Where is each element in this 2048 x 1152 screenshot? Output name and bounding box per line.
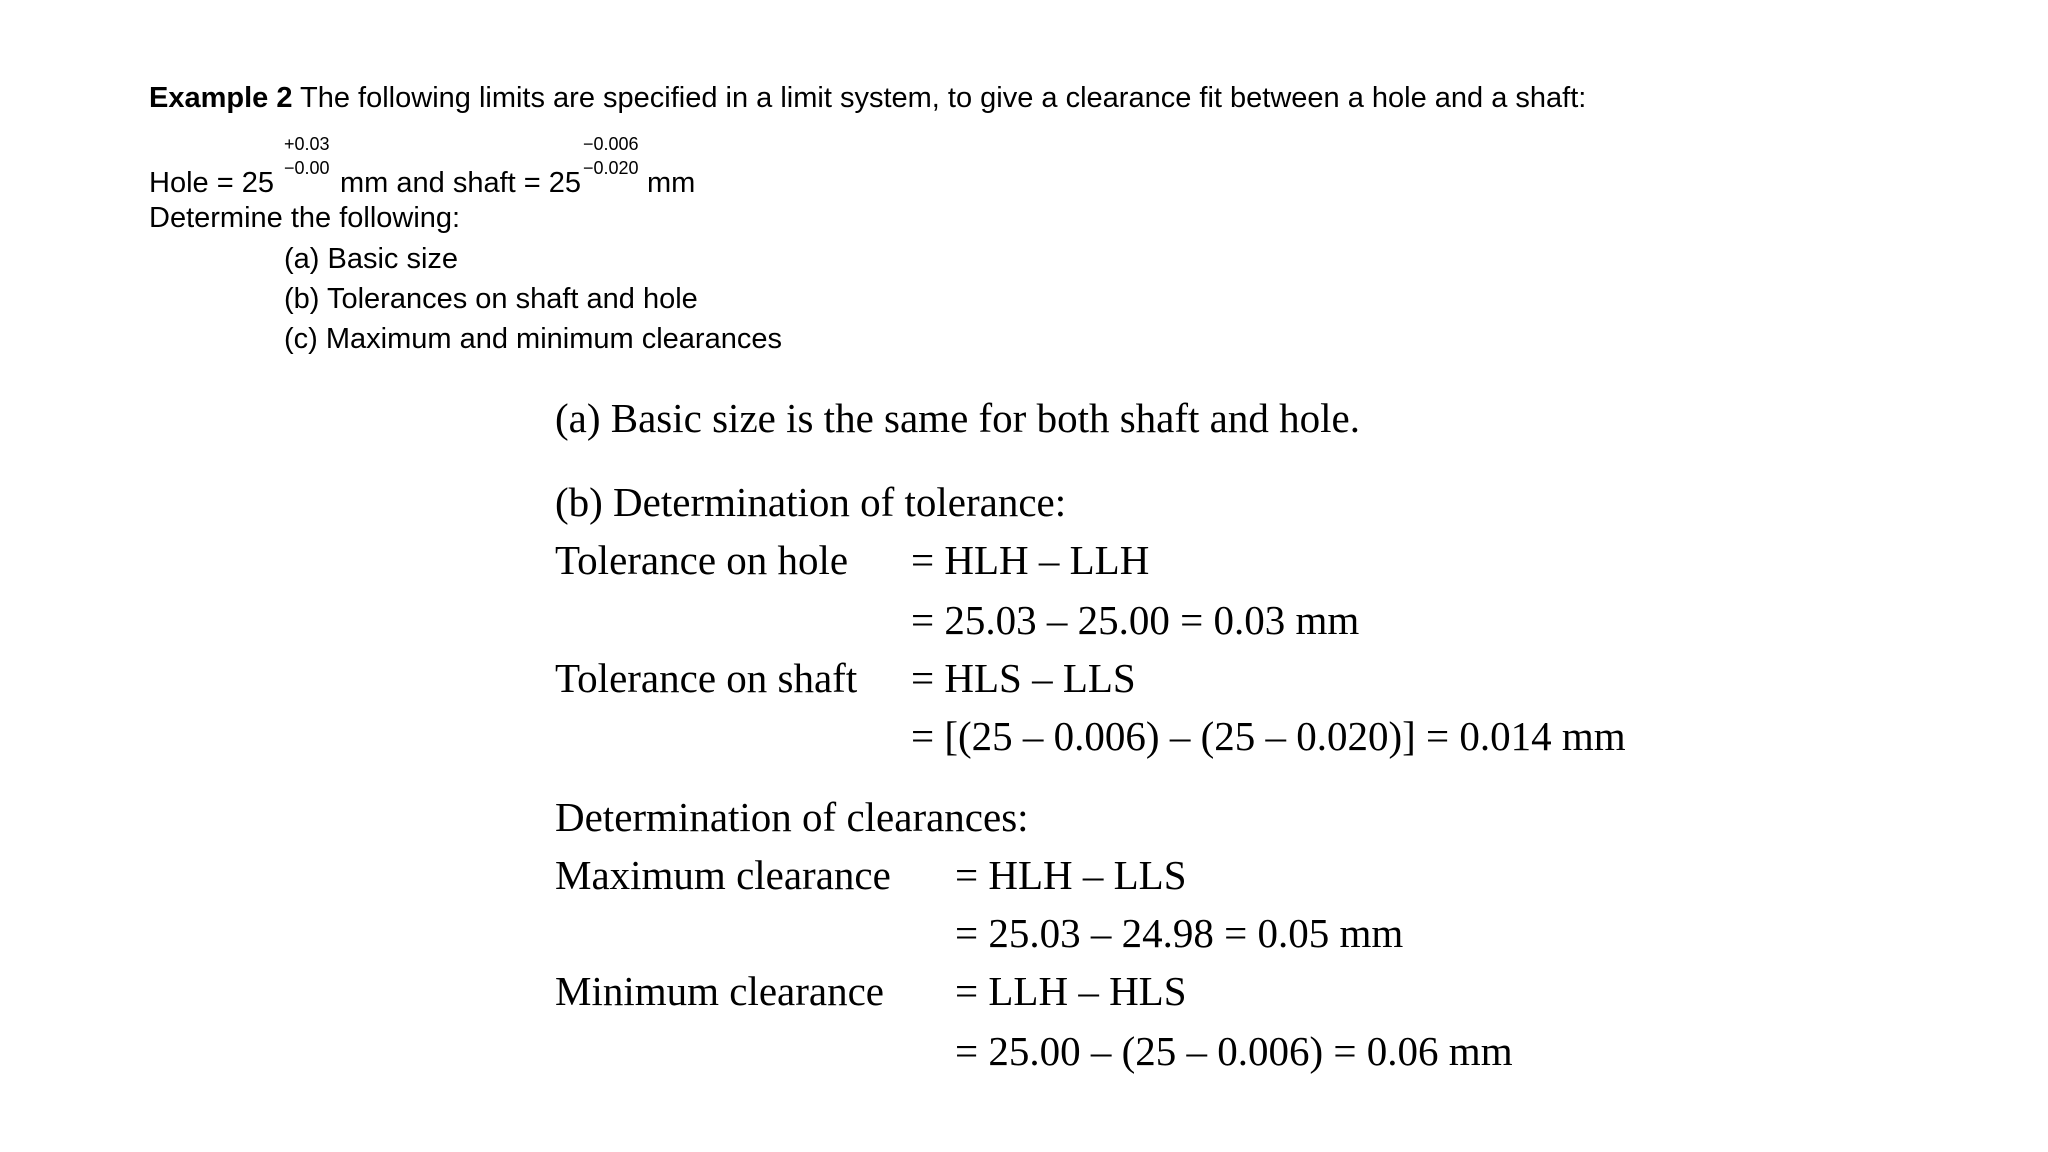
solution-part-b-heading: (b) Determination of tolerance:	[555, 479, 1067, 525]
max-clearance-calculation: = 25.03 – 24.98 = 0.05 mm	[955, 910, 1404, 956]
limits-end-unit: mm	[647, 167, 696, 199]
tolerance-shaft-calculation: = [(25 – 0.006) – (25 – 0.020)] = 0.014 mm	[911, 713, 1626, 759]
list-item-c: (c) Maximum and minimum clearances	[284, 323, 782, 355]
min-clearance-calculation: = 25.00 – (25 – 0.006) = 0.06 mm	[955, 1028, 1513, 1074]
tolerance-hole-label: Tolerance on hole	[555, 537, 849, 583]
shaft-lower-deviation: −0.020	[583, 158, 639, 178]
shaft-tolerance	[581, 134, 647, 192]
max-clearance-label: Maximum clearance	[555, 852, 891, 898]
list-item-a: (a) Basic size	[284, 243, 459, 275]
shaft-upper-deviation: −0.006	[583, 134, 639, 154]
list-item-b: (b) Tolerances on shaft and hole	[284, 283, 698, 315]
solution-part-a: (a) Basic size is the same for both shaft and hole.	[555, 395, 1360, 441]
hole-tolerance	[282, 134, 340, 192]
hole-lower-deviation: −0.00	[284, 158, 330, 178]
clearance-heading: Determination of clearances:	[555, 794, 1029, 840]
problem-text: The following limits are specified in a limit system, to give a clearance fit between a hole and a shaft:	[292, 82, 1587, 114]
max-clearance-equation: = HLH – LLS	[955, 852, 1187, 898]
hole-upper-deviation: +0.03	[284, 134, 330, 154]
tolerance-hole-calculation: = 25.03 – 25.00 = 0.03 mm	[911, 597, 1360, 643]
tolerance-hole-equation: = HLH – LLH	[911, 537, 1150, 583]
example-label: Example 2	[149, 82, 293, 114]
tolerance-shaft-label: Tolerance on shaft	[555, 655, 858, 701]
tolerance-shaft-equation: = HLS – LLS	[911, 655, 1136, 701]
min-clearance-label: Minimum clearance	[555, 968, 885, 1014]
limits-line	[149, 134, 696, 200]
hole-prefix: Hole = 25	[149, 167, 274, 199]
min-clearance-equation: = LLH – HLS	[955, 968, 1187, 1014]
limits-middle-text: mm and shaft = 25	[340, 167, 582, 199]
problem-intro	[149, 82, 1586, 115]
determine-text: Determine the following:	[149, 202, 461, 234]
